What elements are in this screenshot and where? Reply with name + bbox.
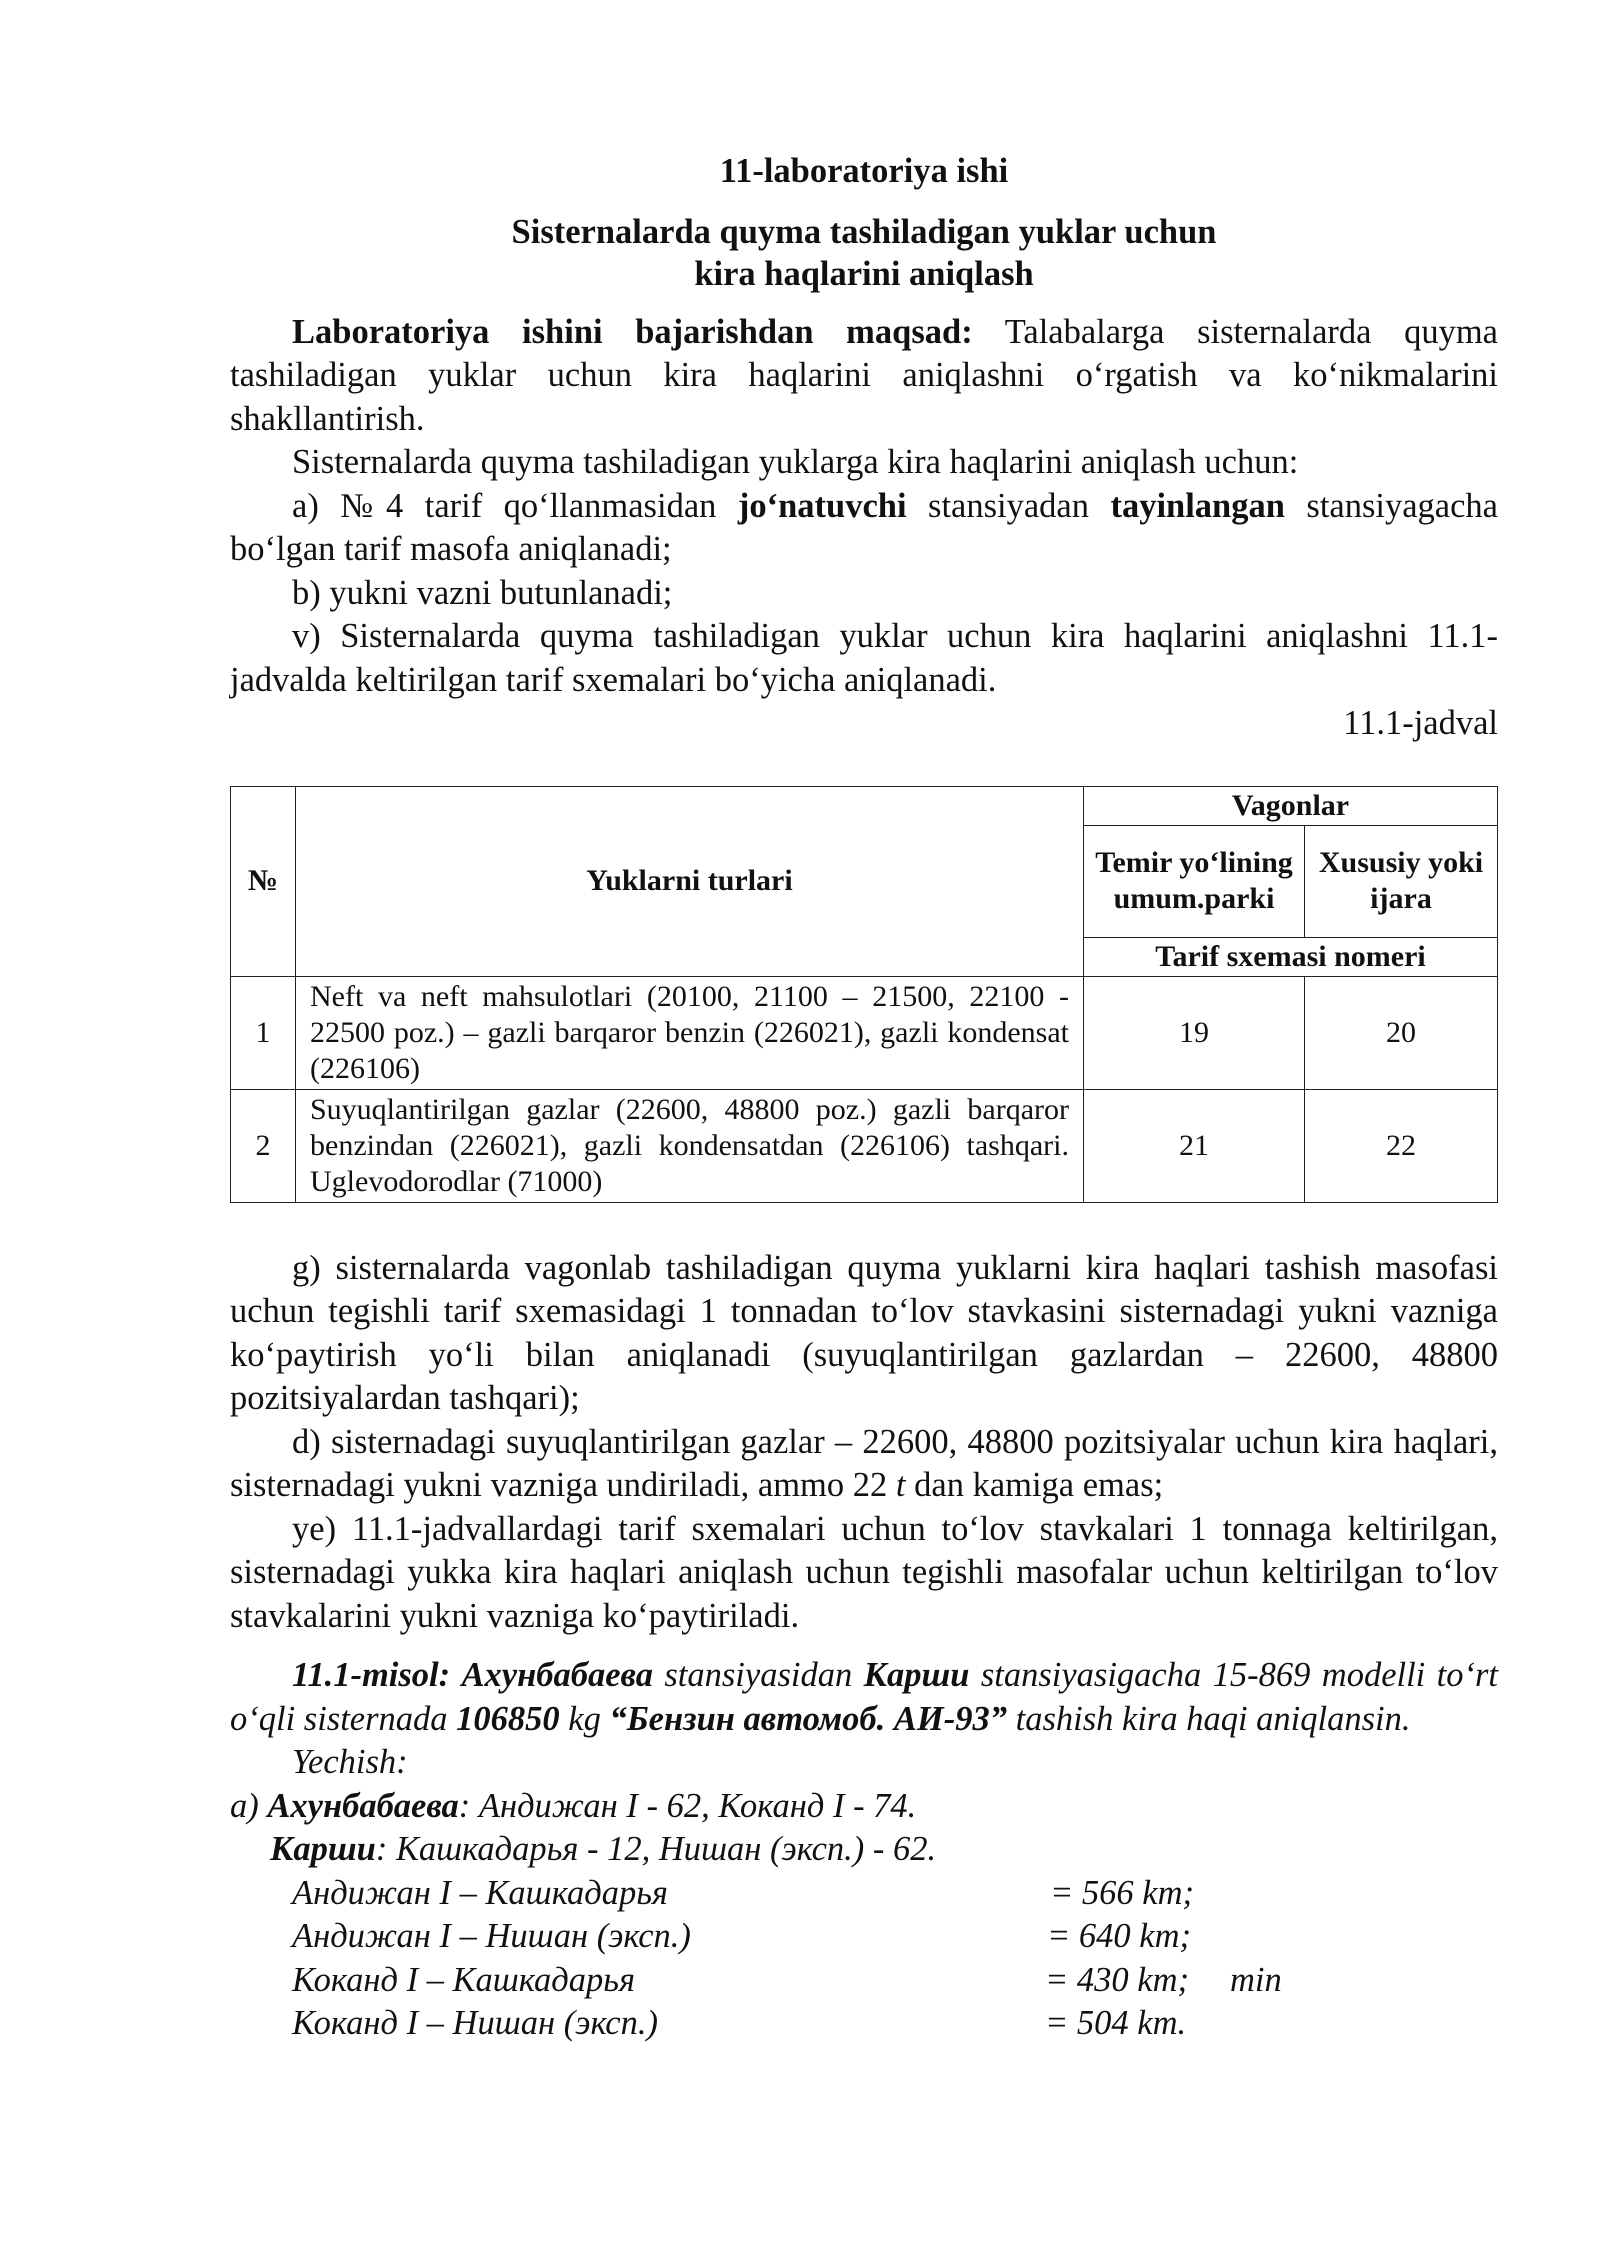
distance-route: Коканд I – Нишан (эксп.) bbox=[292, 2004, 658, 2042]
solution-a bbox=[230, 1785, 1498, 1829]
distance-row bbox=[230, 1959, 1498, 2003]
distance-row bbox=[230, 1915, 1498, 1959]
document-page bbox=[230, 150, 1498, 2046]
example-from-station: Ахунбабаева bbox=[461, 1656, 653, 1694]
solution-b bbox=[230, 1828, 1498, 1872]
row-value-general: 21 bbox=[1084, 1089, 1305, 1202]
step-d-unit: t bbox=[895, 1466, 906, 1504]
step-g: g) sisternalarda vagonlab tashiladigan quyma yuklarni kira haqlari tashish masofasi uchun tegishli tarif sxemasidagi 1 tonnadan to‘lov stavkasini sisternadagi yukni vazniga ko‘paytirish yo‘li bilan aniqlanadi (suyuqlantirilgan gazlardan – 22600, 48800 pozitsiyalardan tashqari); bbox=[230, 1248, 1498, 1417]
step-a-post: stansiyagacha bo‘lgan tarif masofa aniqlanadi; bbox=[230, 486, 1498, 568]
step-d bbox=[230, 1421, 1498, 1508]
table-header-wagons: Vagonlar bbox=[1084, 786, 1498, 825]
distance-row bbox=[230, 2002, 1498, 2046]
solution-a-prefix: a) bbox=[230, 1786, 268, 1825]
example-label: 11.1-misol: bbox=[292, 1656, 451, 1694]
table-row bbox=[231, 976, 1498, 1089]
distance-route: Коканд I – Кашкадарья bbox=[292, 1960, 635, 1999]
table-header-private: Xususiy yoki ijara bbox=[1305, 825, 1498, 937]
example-to-station: Карши bbox=[863, 1656, 970, 1694]
subtitle-line-1: Sisternalarda quyma tashiladigan yuklar uchun bbox=[511, 212, 1217, 251]
step-a bbox=[230, 485, 1498, 572]
table-row bbox=[231, 1089, 1498, 1202]
page-subtitle bbox=[230, 211, 1498, 295]
step-a-bold-sender: jo‘natuvchi bbox=[737, 486, 907, 525]
step-d-post: dan kamiga emas; bbox=[905, 1466, 1164, 1504]
distance-route: Андижан I – Кашкадарья bbox=[292, 1873, 668, 1912]
solution-b-text: : Кашкадарья - 12, Нишан (эксп.) - 62. bbox=[375, 1830, 937, 1868]
table-header-general-park: Temir yo‘lining umum.parki bbox=[1084, 825, 1305, 937]
example-text-1: stansiyasidan bbox=[652, 1656, 864, 1694]
solution-heading: Yechish: bbox=[292, 1743, 408, 1781]
solution-a-station: Ахунбабаева bbox=[267, 1786, 459, 1825]
step-a-text: a) №4 tarif qo‘llanmasidan bbox=[292, 486, 738, 525]
distance-value: = 640 km; bbox=[1047, 1917, 1191, 1955]
intro-line: Sisternalarda quyma tashiladigan yuklarga kira haqlarini aniqlash uchun: bbox=[292, 443, 1299, 481]
row-value-private: 22 bbox=[1305, 1089, 1498, 1202]
row-value-private: 20 bbox=[1305, 976, 1498, 1089]
table-header-types: Yuklarni turlari bbox=[296, 786, 1084, 976]
row-number: 2 bbox=[231, 1089, 296, 1202]
row-description: Suyuqlantirilgan gazlar (22600, 48800 poz.) gazli barqaror benzindan (226021), gazli kondensatdan (226106) tashqari. Uglevodorodlar (71000) bbox=[296, 1089, 1084, 1202]
example-text-3: kg bbox=[559, 1699, 610, 1738]
step-a-mid: stansiyadan bbox=[906, 486, 1111, 525]
distance-route: Андижан I – Нишан (эксп.) bbox=[292, 1917, 691, 1955]
step-ye: ye) 11.1-jadvallardagi tarif sxemalari uchun to‘lov stavkalari 1 tonnaga keltirilgan, sisternadagi yukka kira haqlari aniqlash uchun tegishli masofalar uchun keltirilgan to‘lov stavkalarini yukni vazniga ko‘paytiriladi. bbox=[230, 1509, 1498, 1635]
purpose-label: Laboratoriya ishini bajarishdan maqsad: bbox=[292, 312, 973, 351]
table-label: 11.1-jadval bbox=[1343, 704, 1498, 742]
tariff-table bbox=[230, 786, 1498, 1203]
example-paragraph bbox=[230, 1654, 1498, 1741]
step-d-text: d) sisternadagi suyuqlantirilgan gazlar – 22600, 48800 pozitsiyalar uchun kira haqlari, sisternadagi yukni vazniga undiriladi, ammo 22 bbox=[230, 1422, 1498, 1504]
distance-value: = 430 km; bbox=[1045, 1960, 1189, 1999]
distance-value: = 504 km. bbox=[1045, 2004, 1187, 2042]
step-v: v) Sisternalarda quyma tashiladigan yuklar uchun kira haqlarini aniqlashni 11.1-jadvalda keltirilgan tarif sxemalari bo‘yicha aniqlanadi. bbox=[230, 617, 1498, 699]
row-number: 1 bbox=[231, 976, 296, 1089]
row-description: Neft va neft mahsulotlari (20100, 21100 – 21500, 22100 - 22500 poz.) – gazli barqaror benzin (226021), gazli kondensat (226106) bbox=[296, 976, 1084, 1089]
table-header-num: № bbox=[231, 786, 296, 976]
row-value-general: 19 bbox=[1084, 976, 1305, 1089]
subtitle-line-2: kira haqlarini aniqlash bbox=[694, 254, 1034, 293]
purpose-paragraph bbox=[230, 311, 1498, 442]
example-text-4: tashish kira haqi aniqlansin. bbox=[1006, 1699, 1411, 1738]
step-a-bold-destination: tayinlangan bbox=[1110, 486, 1285, 525]
page-title: 11-laboratoriya ishi bbox=[719, 152, 1009, 190]
solution-b-station: Карши bbox=[270, 1830, 376, 1868]
step-b: b) yukni vazni butunlanadi; bbox=[292, 573, 673, 612]
example-cargo: “Бензин автомоб. АИ-93” bbox=[609, 1699, 1007, 1738]
table-header-tarif: Tarif sxemasi nomeri bbox=[1084, 937, 1498, 976]
distance-note: min bbox=[1230, 1960, 1282, 1999]
purpose-text: Talabalarga sisternalarda quyma tashiladigan yuklar uchun kira haqlarini aniqlashni o‘rgatish va ko‘nikmalarini shakllantirish. bbox=[230, 312, 1498, 438]
example-weight: 106850 bbox=[456, 1699, 560, 1738]
distance-row bbox=[230, 1872, 1498, 1916]
distance-value: = 566 km; bbox=[1050, 1873, 1194, 1912]
example-text-2: stansiyasigacha 15-869 modelli to‘rt o‘qli sisternada bbox=[230, 1656, 1499, 1738]
solution-a-text: : Андижан I - 62, Коканд I - 74. bbox=[458, 1786, 917, 1825]
